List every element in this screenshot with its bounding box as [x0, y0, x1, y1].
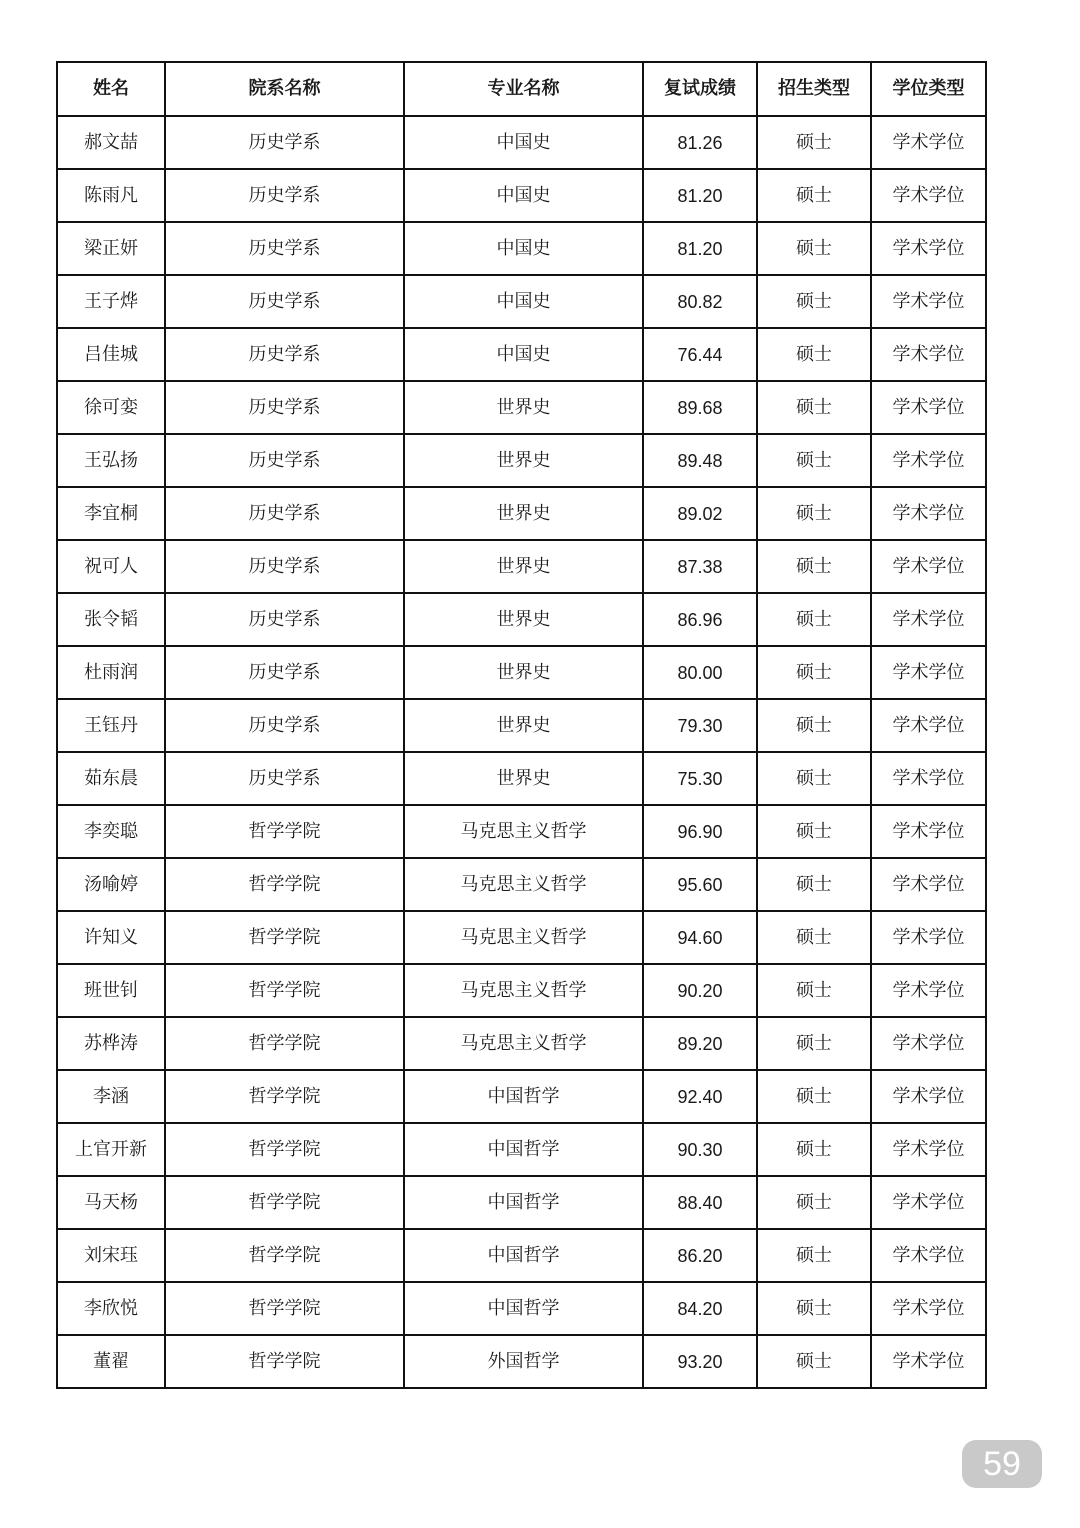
cell-enrollment-type: 硕士 [757, 593, 871, 646]
cell-department: 哲学学院 [165, 1070, 404, 1123]
cell-score: 93.20 [643, 1335, 757, 1388]
table-row [57, 222, 986, 275]
results-sheet [56, 61, 985, 1389]
table-row [57, 964, 986, 1017]
cell-degree-type: 学术学位 [871, 116, 986, 169]
cell-degree-type: 学术学位 [871, 911, 986, 964]
cell-degree-type: 学术学位 [871, 381, 986, 434]
cell-name: 梁正妍 [57, 222, 165, 275]
cell-degree-type: 学术学位 [871, 646, 986, 699]
cell-enrollment-type: 硕士 [757, 1123, 871, 1176]
cell-score: 80.82 [643, 275, 757, 328]
cell-department: 哲学学院 [165, 1282, 404, 1335]
table-row [57, 593, 986, 646]
cell-enrollment-type: 硕士 [757, 275, 871, 328]
cell-name: 刘宋珏 [57, 1229, 165, 1282]
cell-score: 96.90 [643, 805, 757, 858]
cell-score: 90.30 [643, 1123, 757, 1176]
cell-name: 祝可人 [57, 540, 165, 593]
cell-enrollment-type: 硕士 [757, 699, 871, 752]
cell-department: 历史学系 [165, 540, 404, 593]
table-row [57, 1017, 986, 1070]
cell-name: 王子烨 [57, 275, 165, 328]
cell-name: 李涵 [57, 1070, 165, 1123]
cell-name: 徐可娈 [57, 381, 165, 434]
header-enrollment-type: 招生类型 [757, 62, 871, 116]
cell-enrollment-type: 硕士 [757, 1282, 871, 1335]
cell-degree-type: 学术学位 [871, 1123, 986, 1176]
cell-name: 许知义 [57, 911, 165, 964]
admission-results-table [56, 61, 987, 1389]
table-row [57, 1176, 986, 1229]
cell-department: 哲学学院 [165, 858, 404, 911]
table-row [57, 646, 986, 699]
cell-name: 上官开新 [57, 1123, 165, 1176]
cell-major: 中国哲学 [404, 1123, 643, 1176]
cell-name: 张令韬 [57, 593, 165, 646]
cell-degree-type: 学术学位 [871, 593, 986, 646]
cell-degree-type: 学术学位 [871, 805, 986, 858]
cell-major: 中国史 [404, 275, 643, 328]
cell-major: 世界史 [404, 699, 643, 752]
cell-department: 哲学学院 [165, 1123, 404, 1176]
cell-degree-type: 学术学位 [871, 1017, 986, 1070]
cell-department: 历史学系 [165, 699, 404, 752]
cell-name: 陈雨凡 [57, 169, 165, 222]
table-row [57, 487, 986, 540]
cell-enrollment-type: 硕士 [757, 1176, 871, 1229]
cell-score: 81.26 [643, 116, 757, 169]
cell-enrollment-type: 硕士 [757, 116, 871, 169]
cell-degree-type: 学术学位 [871, 1176, 986, 1229]
cell-score: 89.48 [643, 434, 757, 487]
cell-score: 95.60 [643, 858, 757, 911]
cell-degree-type: 学术学位 [871, 1335, 986, 1388]
cell-department: 历史学系 [165, 222, 404, 275]
cell-department: 历史学系 [165, 381, 404, 434]
cell-score: 80.00 [643, 646, 757, 699]
cell-major: 世界史 [404, 487, 643, 540]
cell-degree-type: 学术学位 [871, 222, 986, 275]
cell-degree-type: 学术学位 [871, 328, 986, 381]
cell-score: 94.60 [643, 911, 757, 964]
cell-enrollment-type: 硕士 [757, 487, 871, 540]
cell-major: 中国史 [404, 222, 643, 275]
cell-enrollment-type: 硕士 [757, 805, 871, 858]
cell-major: 中国史 [404, 116, 643, 169]
table-row [57, 381, 986, 434]
table-row [57, 1123, 986, 1176]
cell-department: 哲学学院 [165, 1335, 404, 1388]
cell-major: 马克思主义哲学 [404, 858, 643, 911]
cell-department: 哲学学院 [165, 964, 404, 1017]
cell-degree-type: 学术学位 [871, 169, 986, 222]
cell-name: 茹东晨 [57, 752, 165, 805]
table-row [57, 169, 986, 222]
cell-score: 81.20 [643, 222, 757, 275]
cell-enrollment-type: 硕士 [757, 169, 871, 222]
cell-score: 86.96 [643, 593, 757, 646]
cell-degree-type: 学术学位 [871, 434, 986, 487]
cell-enrollment-type: 硕士 [757, 858, 871, 911]
table-row [57, 911, 986, 964]
table-row [57, 699, 986, 752]
table-row [57, 434, 986, 487]
cell-name: 李宜桐 [57, 487, 165, 540]
cell-score: 84.20 [643, 1282, 757, 1335]
cell-enrollment-type: 硕士 [757, 1017, 871, 1070]
cell-score: 86.20 [643, 1229, 757, 1282]
cell-score: 79.30 [643, 699, 757, 752]
cell-department: 历史学系 [165, 328, 404, 381]
cell-degree-type: 学术学位 [871, 487, 986, 540]
table-row [57, 1335, 986, 1388]
cell-score: 76.44 [643, 328, 757, 381]
table-body [57, 116, 986, 1388]
cell-enrollment-type: 硕士 [757, 328, 871, 381]
cell-major: 世界史 [404, 646, 643, 699]
table-row [57, 540, 986, 593]
cell-major: 外国哲学 [404, 1335, 643, 1388]
cell-enrollment-type: 硕士 [757, 540, 871, 593]
header-major: 专业名称 [404, 62, 643, 116]
cell-major: 中国哲学 [404, 1229, 643, 1282]
cell-major: 马克思主义哲学 [404, 1017, 643, 1070]
table-row [57, 275, 986, 328]
cell-department: 历史学系 [165, 275, 404, 328]
cell-enrollment-type: 硕士 [757, 434, 871, 487]
table-row [57, 805, 986, 858]
cell-major: 马克思主义哲学 [404, 911, 643, 964]
cell-enrollment-type: 硕士 [757, 752, 871, 805]
table-header-row [57, 62, 986, 116]
cell-score: 89.20 [643, 1017, 757, 1070]
cell-name: 王钰丹 [57, 699, 165, 752]
cell-enrollment-type: 硕士 [757, 222, 871, 275]
cell-department: 哲学学院 [165, 1229, 404, 1282]
cell-major: 马克思主义哲学 [404, 964, 643, 1017]
table-row [57, 328, 986, 381]
cell-department: 历史学系 [165, 434, 404, 487]
cell-department: 哲学学院 [165, 805, 404, 858]
cell-department: 历史学系 [165, 116, 404, 169]
table-row [57, 116, 986, 169]
cell-score: 90.20 [643, 964, 757, 1017]
cell-enrollment-type: 硕士 [757, 964, 871, 1017]
cell-name: 吕佳城 [57, 328, 165, 381]
cell-degree-type: 学术学位 [871, 964, 986, 1017]
cell-major: 中国哲学 [404, 1176, 643, 1229]
cell-major: 中国史 [404, 169, 643, 222]
cell-department: 历史学系 [165, 169, 404, 222]
cell-department: 历史学系 [165, 487, 404, 540]
cell-major: 世界史 [404, 593, 643, 646]
cell-degree-type: 学术学位 [871, 752, 986, 805]
cell-enrollment-type: 硕士 [757, 381, 871, 434]
cell-score: 89.68 [643, 381, 757, 434]
cell-major: 中国哲学 [404, 1070, 643, 1123]
cell-score: 89.02 [643, 487, 757, 540]
cell-major: 世界史 [404, 540, 643, 593]
table-row [57, 1229, 986, 1282]
cell-score: 81.20 [643, 169, 757, 222]
cell-name: 马天杨 [57, 1176, 165, 1229]
cell-department: 历史学系 [165, 752, 404, 805]
cell-enrollment-type: 硕士 [757, 1335, 871, 1388]
header-degree-type: 学位类型 [871, 62, 986, 116]
cell-score: 75.30 [643, 752, 757, 805]
header-score: 复试成绩 [643, 62, 757, 116]
cell-name: 杜雨润 [57, 646, 165, 699]
header-name: 姓名 [57, 62, 165, 116]
cell-degree-type: 学术学位 [871, 699, 986, 752]
cell-enrollment-type: 硕士 [757, 911, 871, 964]
cell-enrollment-type: 硕士 [757, 1229, 871, 1282]
cell-name: 李欣悦 [57, 1282, 165, 1335]
table-row [57, 1282, 986, 1335]
cell-major: 中国史 [404, 328, 643, 381]
table-row [57, 752, 986, 805]
cell-major: 世界史 [404, 434, 643, 487]
cell-name: 王弘扬 [57, 434, 165, 487]
cell-department: 历史学系 [165, 593, 404, 646]
cell-degree-type: 学术学位 [871, 1229, 986, 1282]
cell-department: 历史学系 [165, 646, 404, 699]
cell-name: 苏桦涛 [57, 1017, 165, 1070]
cell-score: 87.38 [643, 540, 757, 593]
cell-degree-type: 学术学位 [871, 275, 986, 328]
cell-enrollment-type: 硕士 [757, 1070, 871, 1123]
cell-name: 李奕聪 [57, 805, 165, 858]
header-department: 院系名称 [165, 62, 404, 116]
cell-score: 88.40 [643, 1176, 757, 1229]
cell-name: 郝文喆 [57, 116, 165, 169]
table-row [57, 1070, 986, 1123]
cell-degree-type: 学术学位 [871, 540, 986, 593]
cell-score: 92.40 [643, 1070, 757, 1123]
cell-enrollment-type: 硕士 [757, 646, 871, 699]
cell-major: 中国哲学 [404, 1282, 643, 1335]
cell-department: 哲学学院 [165, 1017, 404, 1070]
cell-major: 世界史 [404, 752, 643, 805]
page-number-badge: 59 [962, 1440, 1042, 1488]
cell-degree-type: 学术学位 [871, 858, 986, 911]
cell-degree-type: 学术学位 [871, 1282, 986, 1335]
cell-name: 汤喻婷 [57, 858, 165, 911]
cell-major: 世界史 [404, 381, 643, 434]
table-row [57, 858, 986, 911]
cell-name: 董翟 [57, 1335, 165, 1388]
cell-department: 哲学学院 [165, 911, 404, 964]
cell-major: 马克思主义哲学 [404, 805, 643, 858]
cell-name: 班世钊 [57, 964, 165, 1017]
cell-department: 哲学学院 [165, 1176, 404, 1229]
cell-degree-type: 学术学位 [871, 1070, 986, 1123]
